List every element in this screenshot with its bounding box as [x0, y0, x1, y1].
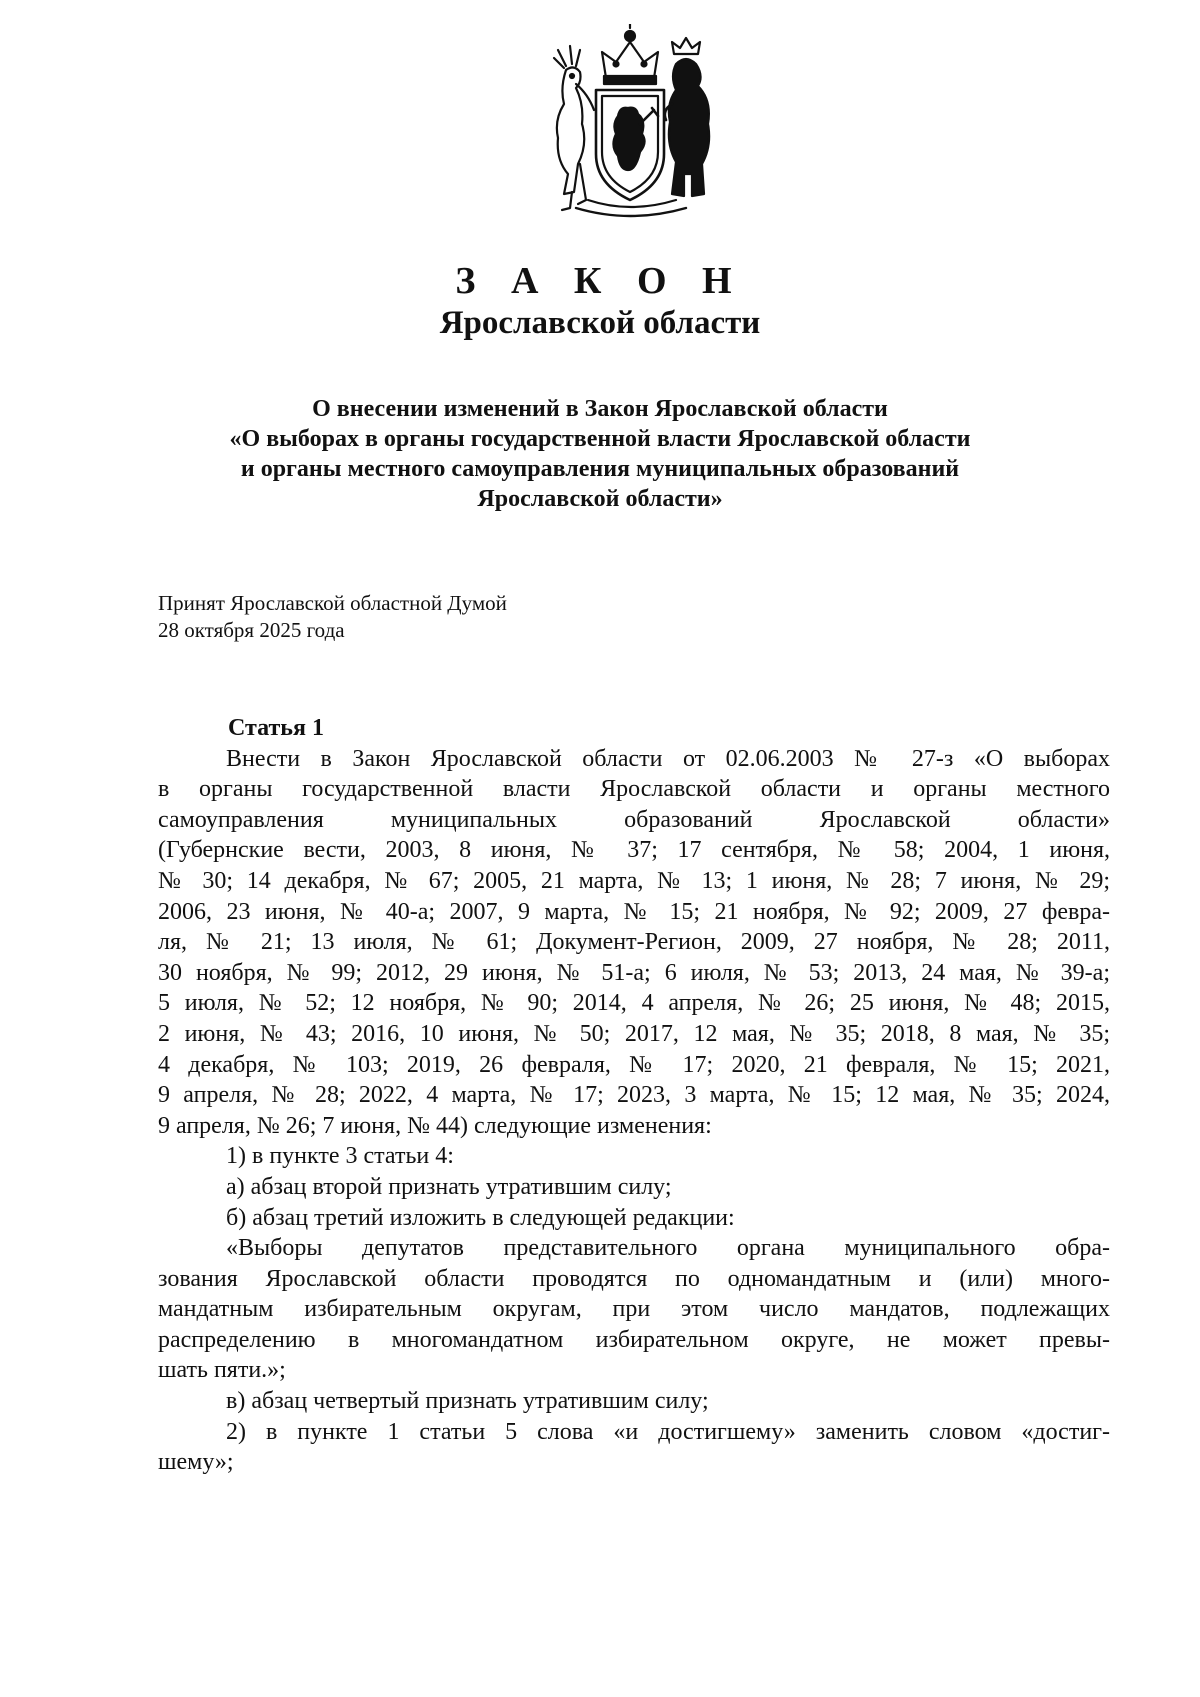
document-body: [158, 713, 1110, 1478]
law-heading: [120, 394, 1080, 514]
body-line: 2) в пункте 1 статьи 5 слова «и достигшему» заменить словом «достиг-: [226, 1418, 1110, 1445]
heading-line: О внесении изменений в Закон Ярославской области: [312, 396, 888, 422]
body-line: шему»;: [158, 1449, 234, 1476]
body-line: самоуправления муниципальных образований Ярославской области»: [158, 806, 1110, 833]
heading-line: Ярославской области»: [477, 486, 723, 512]
adoption-date: 28 октября 2025 года: [158, 618, 345, 642]
body-line: 30 ноября, № 99; 2012, 29 июня, № 51-а; 6 июля, № 53; 2013, 24 мая, № 39-а;: [158, 959, 1110, 986]
body-line: ля, № 21; 13 июля, № 61; Документ-Регион, 2009, 27 ноября, № 28; 2011,: [158, 929, 1110, 956]
document-subtitle: Ярославской области: [439, 305, 761, 341]
body-line: (Губернские вести, 2003, 8 июня, № 37; 17 сентября, № 58; 2004, 1 июня,: [158, 837, 1110, 864]
adoption-note: [158, 590, 507, 644]
body-line: а) абзац второй признать утратившим силу;: [226, 1173, 672, 1200]
body-line: 9 апреля, № 28; 2022, 4 марта, № 17; 2023, 3 марта, № 15; 12 мая, № 35; 2024,: [158, 1082, 1110, 1109]
heading-line: и органы местного самоуправления муниципальных образований: [240, 456, 960, 482]
body-line: 5 июля, № 52; 12 ноября, № 90; 2014, 4 апреля, № 26; 25 июня, № 48; 2015,: [158, 990, 1110, 1017]
body-line: № 30; 14 декабря, № 67; 2005, 21 марта, № 13; 1 июня, № 28; 7 июня, № 29;: [158, 867, 1110, 894]
body-line: 1) в пункте 3 статьи 4:: [226, 1143, 454, 1170]
body-line: «Выборы депутатов представительного органа муниципального обра-: [226, 1235, 1110, 1262]
adoption-line: Принят Ярославской областной Думой: [158, 591, 507, 615]
body-line: 9 апреля, № 26; 7 июня, № 44) следующие изменения:: [158, 1112, 712, 1139]
body-line: 4 декабря, № 103; 2019, 26 февраля, № 17; 2020, 21 февраля, № 15; 2021,: [158, 1051, 1110, 1078]
body-line: 2006, 23 июня, № 40-а; 2007, 9 марта, № 15; 21 ноября, № 92; 2009, 27 февра-: [158, 898, 1110, 925]
document-title: З А К О Н: [455, 260, 745, 302]
coat-of-arms-icon: [536, 24, 724, 224]
body-line: мандатным избирательным округам, при этом число мандатов, подлежащих: [158, 1296, 1110, 1323]
body-line: в органы государственной власти Ярославской области и органы местного: [158, 776, 1110, 803]
body-line: распределению в многомандатном избирательном округе, не может превы-: [158, 1326, 1110, 1353]
article-title: Статья 1: [228, 715, 324, 741]
body-line: Внести в Закон Ярославской области от 02.06.2003 № 27-з «О выборах: [226, 745, 1110, 772]
heading-line: «О выборах в органы государственной власти Ярославской области: [229, 426, 971, 452]
body-line: б) абзац третий изложить в следующей редакции:: [226, 1204, 735, 1231]
body-line: зования Ярославской области проводятся по одномандатным и (или) много-: [158, 1265, 1110, 1292]
body-line: в) абзац четвертый признать утратившим силу;: [226, 1388, 709, 1415]
body-line: шать пяти.»;: [158, 1357, 286, 1384]
body-line: 2 июня, № 43; 2016, 10 июня, № 50; 2017, 12 мая, № 35; 2018, 8 мая, № 35;: [158, 1020, 1110, 1047]
